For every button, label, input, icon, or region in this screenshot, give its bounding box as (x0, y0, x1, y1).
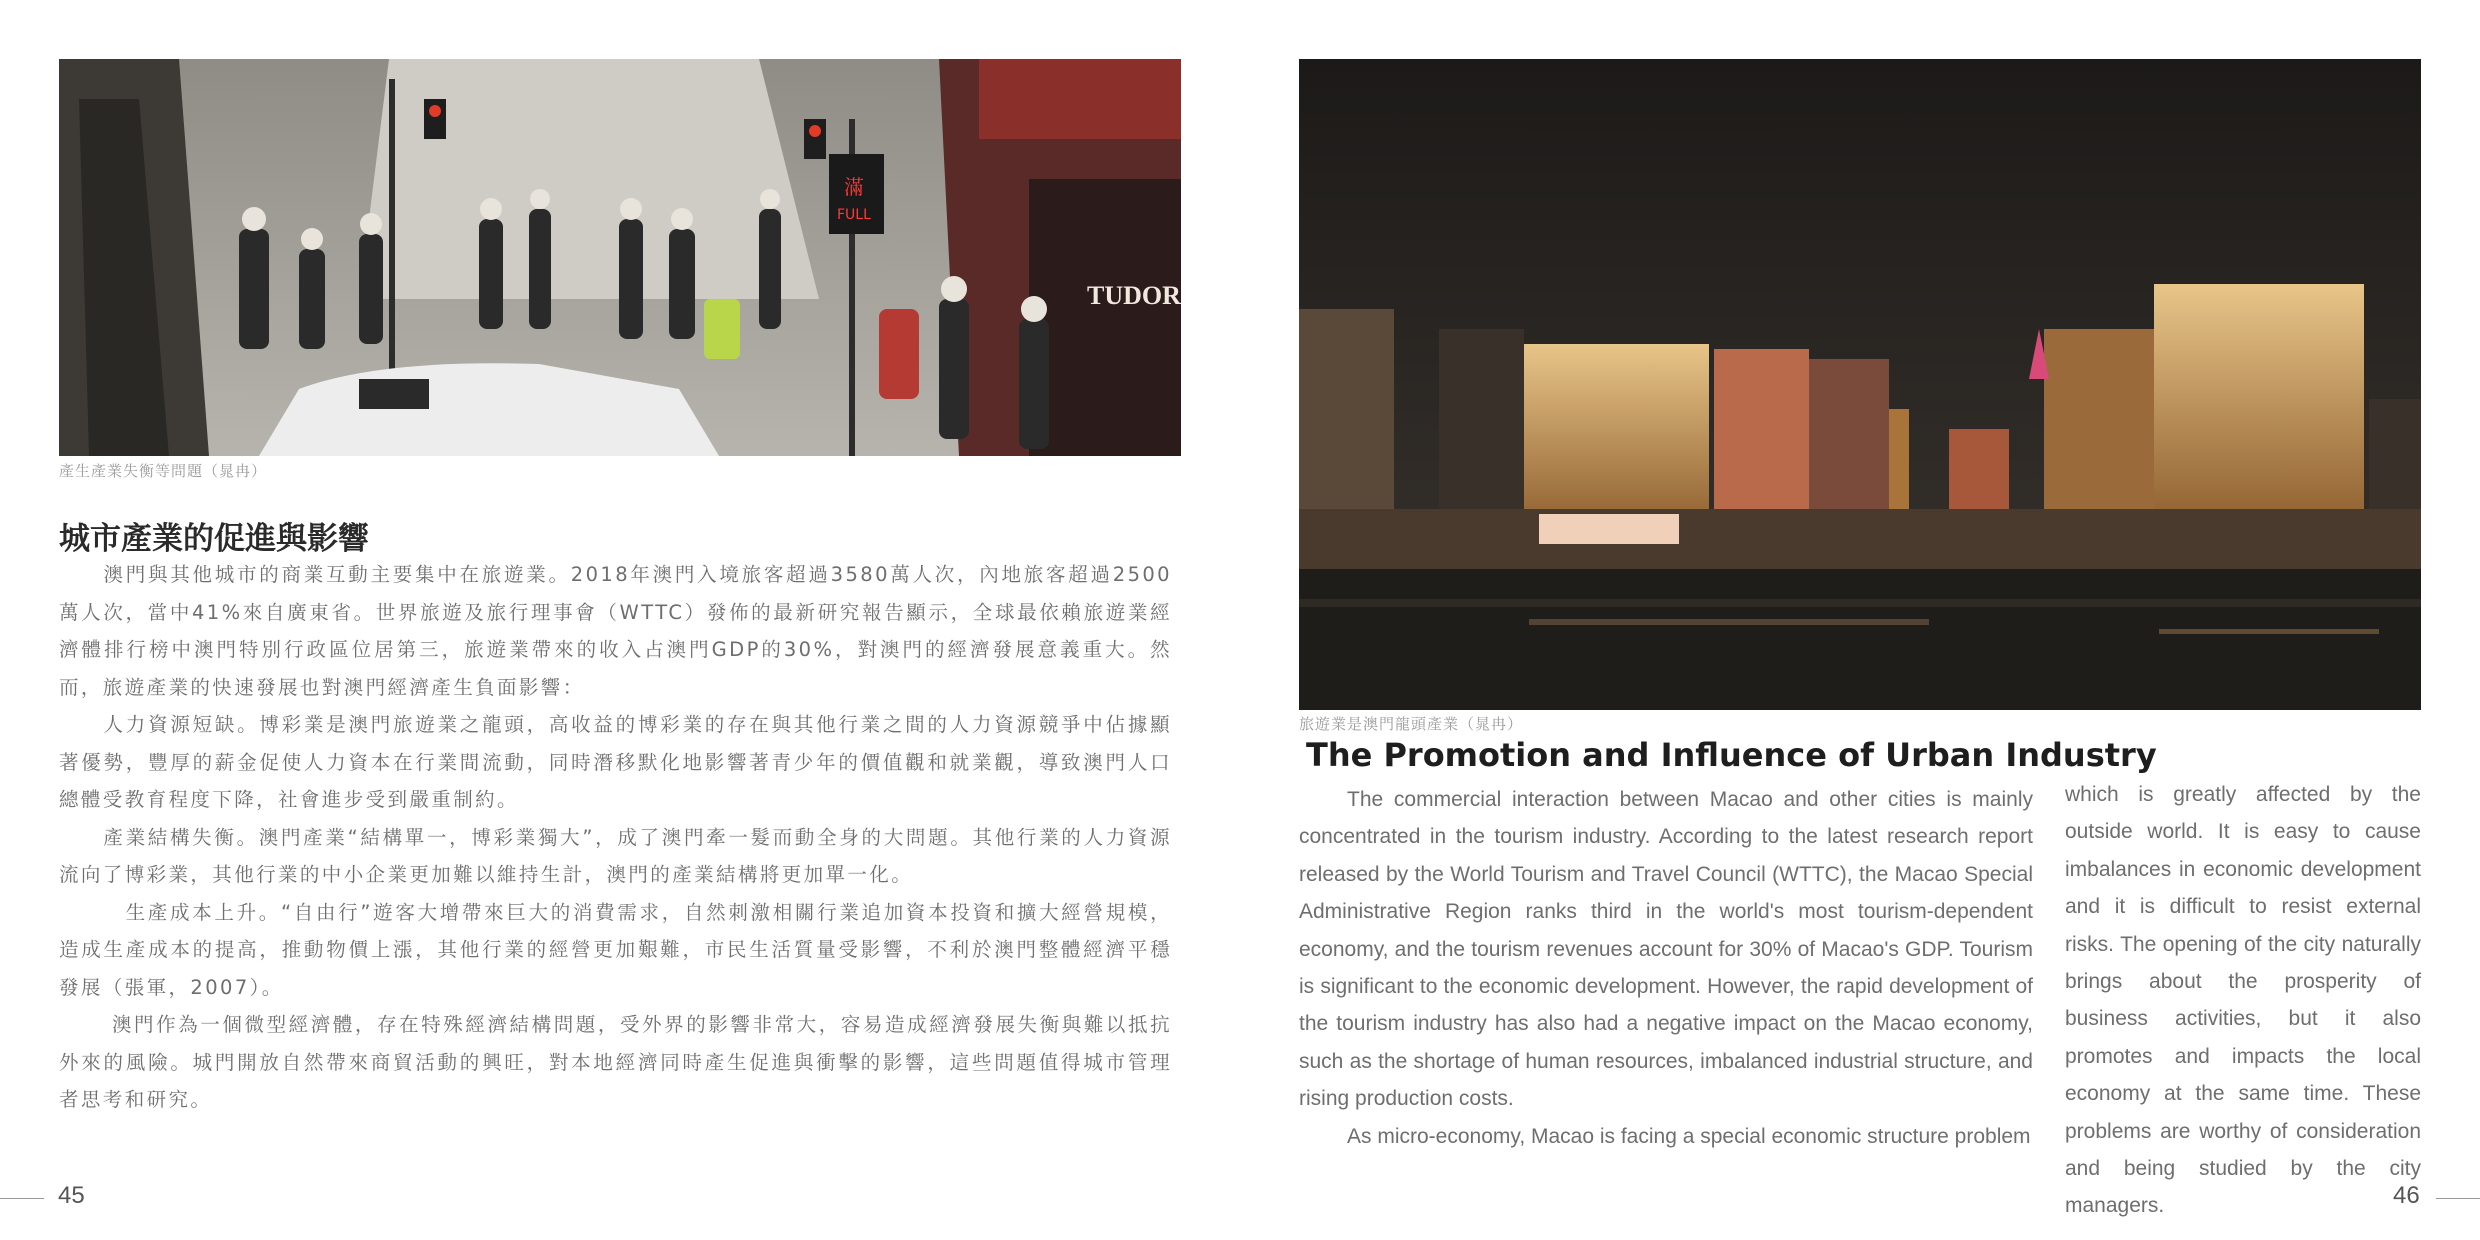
page-rule-left (0, 1198, 44, 1199)
body-column-2 (2065, 776, 2421, 1225)
body-column-1 (1299, 781, 2033, 1155)
paragraph: which is greatly affected by the outside world. It is easy to cause imbalances in economic development and it is difficult to resist external risks. The opening of the city naturally brings about the prosperity of business activities, but it also promotes and impacts the local economy at the same time. These problems are worthy of consideration and being studied by the city managers. (2065, 783, 2421, 1218)
paragraph: 人力資源短缺。博彩業是澳門旅遊業之龍頭，高收益的博彩業的存在與其他行業之間的人力資源競爭中佔據顯著優勢，豐厚的薪金促使人力資本在行業間流動，同時潛移默化地影響著青少年的價值觀和就業觀，導致澳門人口總體受教育程度下降，社會進步受到嚴重制約。 (59, 713, 1172, 811)
photo-caption-left: 產生產業失衡等問題（晁冉） (59, 462, 268, 480)
body-text-zh (59, 556, 1172, 1119)
paragraph: 生產成本上升。“自由行”遊客大增帶來巨大的消費需求，自然刺激相關行業追加資本投資和擴大經營規模，造成生產成本的提高，推動物價上漲，其他行業的經營更加艱難，市民生活質量受影響，不利於澳門整體經濟平穩發展（張軍，2007）。 (59, 900, 1172, 999)
photo-caption-right: 旅遊業是澳門龍頭產業（晁冉） (1299, 715, 1524, 733)
paragraph: 產業結構失衡。澳門產業“結構單一，博彩業獨大”，成了澳門牽一髮而動全身的大問題。其他行業的人力資源流向了博彩業，其他行業的中小企業更加難以維持生計，澳門的產業結構將更加單一化。 (59, 825, 1172, 886)
paragraph: 澳門作為一個微型經濟體，存在特殊經濟結構問題，受外界的影響非常大，容易造成經濟發展失衡與難以抵抗外來的風險。城門開放自然帶來商貿活動的興旺，對本地經濟同時產生促進與衝擊的影響，這些問題值得城市管理者思考和研究。 (59, 1013, 1172, 1111)
street-crossing-photo (59, 59, 1181, 456)
svg-text:FULL: FULL (837, 207, 871, 223)
parking-full-sign: 滿 (844, 175, 864, 199)
section-heading-en: The Promotion and Influence of Urban Industry (1306, 736, 2157, 774)
macao-night-skyline-photo (1299, 59, 2421, 710)
section-heading-zh: 城市產業的促進與影響 (59, 521, 369, 557)
paragraph: 澳門與其他城市的商業互動主要集中在旅遊業。2018年澳門入境旅客超過3580萬人次，內地旅客超過2500萬人次，當中41%來自廣東省。世界旅遊及旅行理事會（WTTC）發佈的最新研究報告顯示，全球最依賴旅遊業經濟體排行榜中澳門特別行政區位居第三，旅遊業帶來的收入占澳門GDP的30%，對澳門的經濟發展意義重大。然而，旅遊產業的快速發展也對澳門經濟產生負面影響： (59, 563, 1172, 699)
paragraph: The commercial interaction between Macao and other cities is mainly concentrated in the tourism industry. According to the latest research report released by the World Tourism and Travel Council (WTTC), the Macao Special Administrative Region ranks third in the world's most tourism-dependent economy, and the tourism revenues account for 30% of Macao's GDP. Tourism is significant to the economic development. However, the rapid development of the tourism industry has also had a negative impact on the Macao economy, such as the shortage of human resources, imbalanced industrial structure, and rising production costs. (1299, 788, 2033, 1111)
page-number-left: 45 (58, 1182, 85, 1209)
page-number-right: 46 (2393, 1182, 2420, 1209)
tudor-sign: TUDOR (1087, 281, 1181, 310)
page-rule-right (2436, 1198, 2480, 1199)
paragraph: As micro-economy, Macao is facing a special economic structure problem (1347, 1124, 2031, 1148)
